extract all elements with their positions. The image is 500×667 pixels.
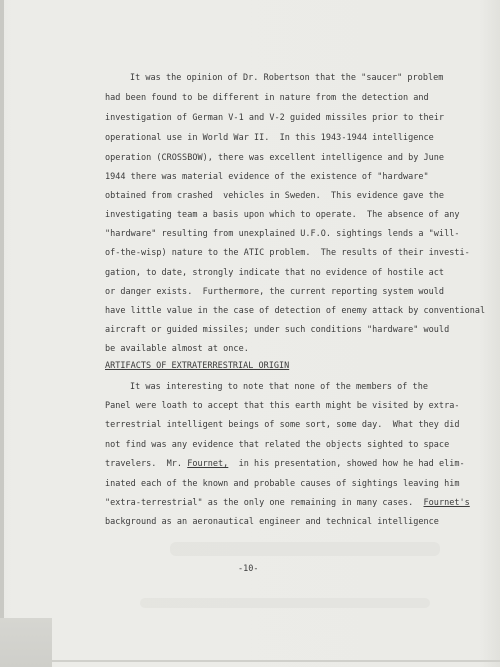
text-line: 1944 there was material evidence of the existence of "hardware" <box>105 172 429 182</box>
text-line: have little value in the case of detection of enemy attack by conventional <box>105 306 486 316</box>
underlined-name-fournet: Fournet, <box>187 459 229 469</box>
bleed-through-mark <box>140 598 430 608</box>
text-line: or danger exists. Furthermore, the current reporting system would <box>105 287 445 297</box>
text-line: "hardware" resulting from unexplained U.F.O. sightings lends a "will- <box>105 229 460 239</box>
text-line: of-the-wisp) nature to the ATIC problem. The results of their investi- <box>105 248 470 258</box>
text-line: investigating team a basis upon which to operate. The absence of any <box>105 210 460 220</box>
text-line: operational use in World War II. In this 1943-1944 intelligence <box>105 133 434 143</box>
text-line: It was the opinion of Dr. Robertson that the "saucer" problem <box>130 73 444 83</box>
text-line: inated each of the known and probable causes of sightings leaving him <box>105 479 460 489</box>
text-line <box>105 498 470 508</box>
text-line: Panel were loath to accept that this earth might be visited by extra- <box>105 401 460 411</box>
text-line: obtained from crashed vehicles in Sweden. This evidence gave the <box>105 191 445 201</box>
page-number: -10- <box>238 564 259 574</box>
text-line: operation (CROSSBOW), there was excellent intelligence and by June <box>105 153 445 163</box>
text-line: background as an aeronautical engineer and technical intelligence <box>105 517 439 527</box>
text-line: It was interesting to note that none of the members of the <box>130 382 428 392</box>
bleed-through-mark <box>170 542 440 556</box>
text-line: aircraft or guided missiles; under such conditions "hardware" would <box>105 325 450 335</box>
page-bottom-edge <box>0 660 500 662</box>
page-edge-shadow <box>0 0 4 667</box>
text-segment: travelers. Mr. <box>105 459 188 469</box>
text-line: had been found to be different in nature from the detection and <box>105 93 429 103</box>
page-corner-shadow <box>0 618 52 667</box>
text-line: be available almost at once. <box>105 344 249 354</box>
text-line: terrestrial intelligent beings of some sort, some day. What they did <box>105 420 460 430</box>
text-line <box>105 459 465 469</box>
section-heading: ARTIFACTS OF EXTRATERRESTRIAL ORIGIN <box>105 361 290 371</box>
text-segment: "extra-terrestrial" as the only one remaining in many cases. <box>105 498 424 508</box>
underlined-name-fournets: Fournet's <box>423 498 470 508</box>
text-line: investigation of German V-1 and V-2 guided missiles prior to their <box>105 113 445 123</box>
text-line: not find was any evidence that related the objects sighted to space <box>105 440 450 450</box>
text-line: gation, to date, strongly indicate that no evidence of hostile act <box>105 268 445 278</box>
text-segment: in his presentation, showed how he had elim- <box>228 459 465 469</box>
